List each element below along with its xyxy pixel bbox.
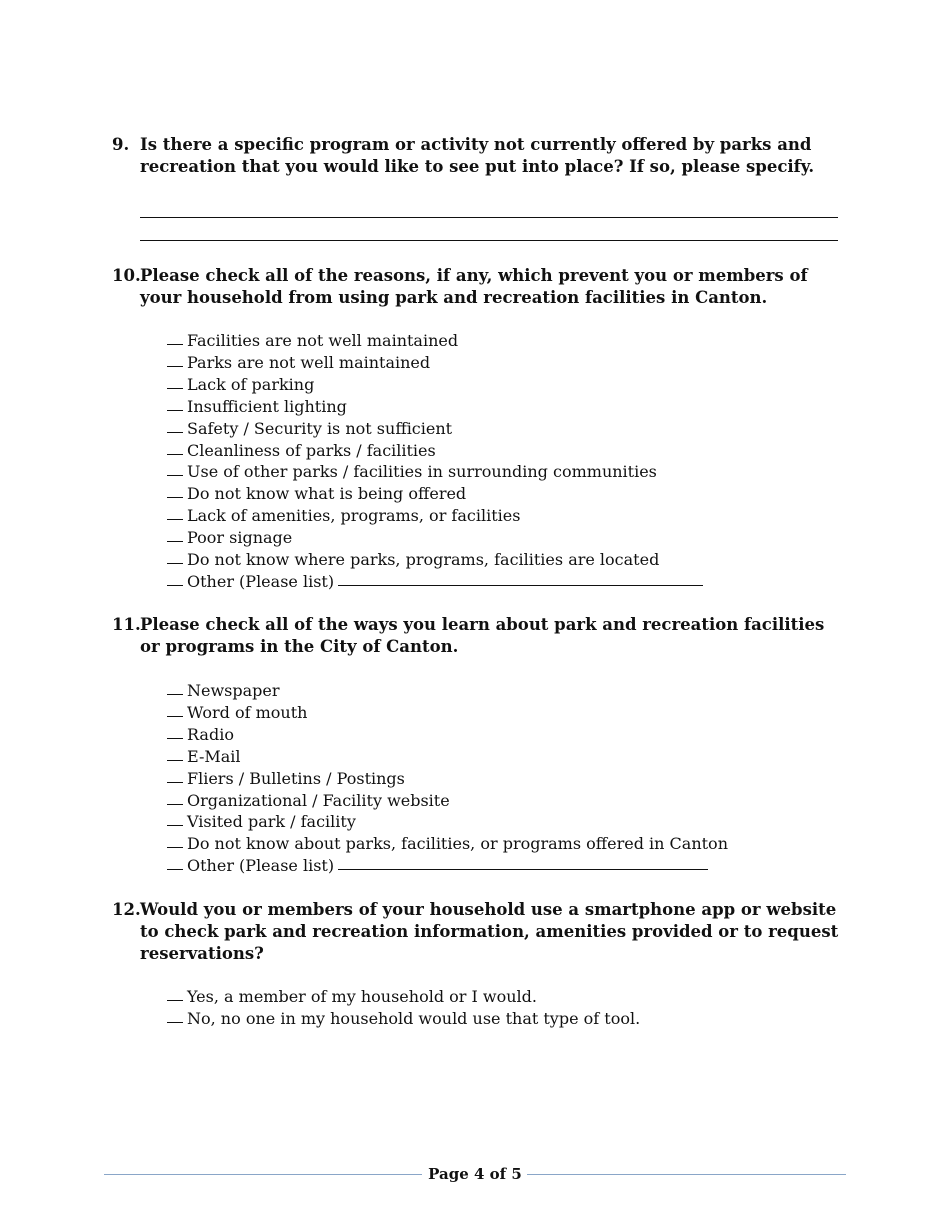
- option-item[interactable]: [167, 790, 728, 812]
- option-item[interactable]: [167, 352, 703, 374]
- question-9: [112, 134, 842, 178]
- option-label: Poor signage: [187, 528, 293, 548]
- option-item[interactable]: [167, 418, 703, 440]
- option-label: Parks are not well maintained: [187, 352, 431, 372]
- question-text: Please check all of the ways you learn about park and recreation facilities or programs in the City of Canton.: [140, 615, 825, 656]
- checkbox-blank[interactable]: [167, 825, 183, 826]
- question-10: [112, 265, 842, 309]
- option-label: Yes, a member of my household or I would.: [187, 987, 537, 1006]
- checkbox-blank[interactable]: [167, 1022, 183, 1023]
- checkbox-blank[interactable]: [167, 804, 183, 805]
- option-label: Other (Please list): [187, 571, 335, 591]
- option-label: Fliers / Bulletins / Postings: [187, 768, 405, 788]
- checkbox-blank[interactable]: [167, 519, 183, 520]
- question-number: 9.: [112, 135, 130, 154]
- page-number: Page 4 of 5: [428, 1165, 522, 1183]
- option-label: Newspaper: [187, 681, 280, 700]
- question-11: [112, 614, 842, 658]
- question-12: [112, 899, 842, 965]
- option-item-other[interactable]: [167, 855, 728, 877]
- answer-line-2[interactable]: [140, 240, 838, 241]
- option-label: Facilities are not well maintained: [187, 331, 459, 350]
- option-label: Organizational / Facility website: [187, 790, 450, 810]
- option-item[interactable]: [167, 396, 703, 418]
- checkbox-blank[interactable]: [167, 541, 183, 542]
- option-item[interactable]: [167, 330, 703, 352]
- answer-line-1[interactable]: [140, 217, 838, 218]
- checkbox-blank[interactable]: [167, 694, 183, 695]
- option-label: Word of mouth: [187, 702, 308, 722]
- option-item[interactable]: [167, 461, 703, 483]
- question-12-options: [167, 986, 640, 1030]
- option-item-other[interactable]: [167, 571, 703, 593]
- option-label: Visited park / facility: [187, 812, 356, 832]
- option-item[interactable]: [167, 1008, 640, 1030]
- checkbox-blank[interactable]: [167, 366, 183, 367]
- checkbox-blank[interactable]: [167, 585, 183, 586]
- option-item[interactable]: [167, 527, 703, 549]
- question-10-options: [167, 330, 703, 593]
- checkbox-blank[interactable]: [167, 454, 183, 455]
- option-label: E-Mail: [187, 746, 241, 766]
- option-label: Do not know about parks, facilities, or programs offered in Canton: [187, 834, 728, 854]
- question-text: Would you or members of your household use a smartphone app or website to check park and recreation information, amenities provided or to request reservations?: [140, 900, 839, 963]
- option-label: Do not know where parks, programs, facilities are located: [187, 550, 660, 570]
- option-label: No, no one in my household would use that type of tool.: [187, 1008, 641, 1028]
- option-label: Lack of parking: [187, 374, 315, 394]
- option-label: Radio: [187, 724, 234, 744]
- question-11-options: [167, 680, 728, 877]
- checkbox-blank[interactable]: [167, 475, 183, 476]
- option-label: Insufficient lighting: [187, 396, 347, 416]
- checkbox-blank[interactable]: [167, 1000, 183, 1001]
- question-text: Please check all of the reasons, if any, which prevent you or members of your household from using park and recreation facilities in Canton.: [140, 266, 808, 307]
- checkbox-blank[interactable]: [167, 497, 183, 498]
- other-fill-line[interactable]: [338, 869, 708, 870]
- checkbox-blank[interactable]: [167, 563, 183, 564]
- option-item[interactable]: [167, 724, 728, 746]
- other-fill-line[interactable]: [338, 585, 703, 586]
- footer-rule-right: [527, 1174, 846, 1175]
- checkbox-blank[interactable]: [167, 410, 183, 411]
- checkbox-blank[interactable]: [167, 738, 183, 739]
- question-number: 12.: [112, 900, 141, 919]
- option-label: Safety / Security is not sufficient: [187, 418, 453, 438]
- option-item[interactable]: [167, 483, 703, 505]
- checkbox-blank[interactable]: [167, 716, 183, 717]
- checkbox-blank[interactable]: [167, 782, 183, 783]
- checkbox-blank[interactable]: [167, 432, 183, 433]
- option-label: Use of other parks / facilities in surrounding communities: [187, 462, 657, 482]
- checkbox-blank[interactable]: [167, 869, 183, 870]
- checkbox-blank[interactable]: [167, 847, 183, 848]
- option-item[interactable]: [167, 440, 703, 462]
- option-label: Lack of amenities, programs, or facilities: [187, 506, 521, 526]
- option-item[interactable]: [167, 746, 728, 768]
- option-item[interactable]: [167, 986, 640, 1008]
- footer-rule-left: [104, 1174, 422, 1175]
- option-item[interactable]: [167, 768, 728, 790]
- option-item[interactable]: [167, 374, 703, 396]
- option-label: Other (Please list): [187, 856, 335, 876]
- option-item[interactable]: [167, 833, 728, 855]
- option-item[interactable]: [167, 811, 728, 833]
- option-item[interactable]: [167, 549, 703, 571]
- question-text: Is there a specific program or activity not currently offered by parks and recreation that you would like to see put into place? If so, please specify.: [140, 135, 815, 176]
- checkbox-blank[interactable]: [167, 760, 183, 761]
- checkbox-blank[interactable]: [167, 344, 183, 345]
- option-item[interactable]: [167, 680, 728, 702]
- question-number: 10.: [112, 266, 141, 285]
- question-number: 11.: [112, 615, 141, 634]
- option-label: Do not know what is being offered: [187, 484, 467, 504]
- option-item[interactable]: [167, 702, 728, 724]
- option-label: Cleanliness of parks / facilities: [187, 440, 436, 460]
- checkbox-blank[interactable]: [167, 388, 183, 389]
- option-item[interactable]: [167, 505, 703, 527]
